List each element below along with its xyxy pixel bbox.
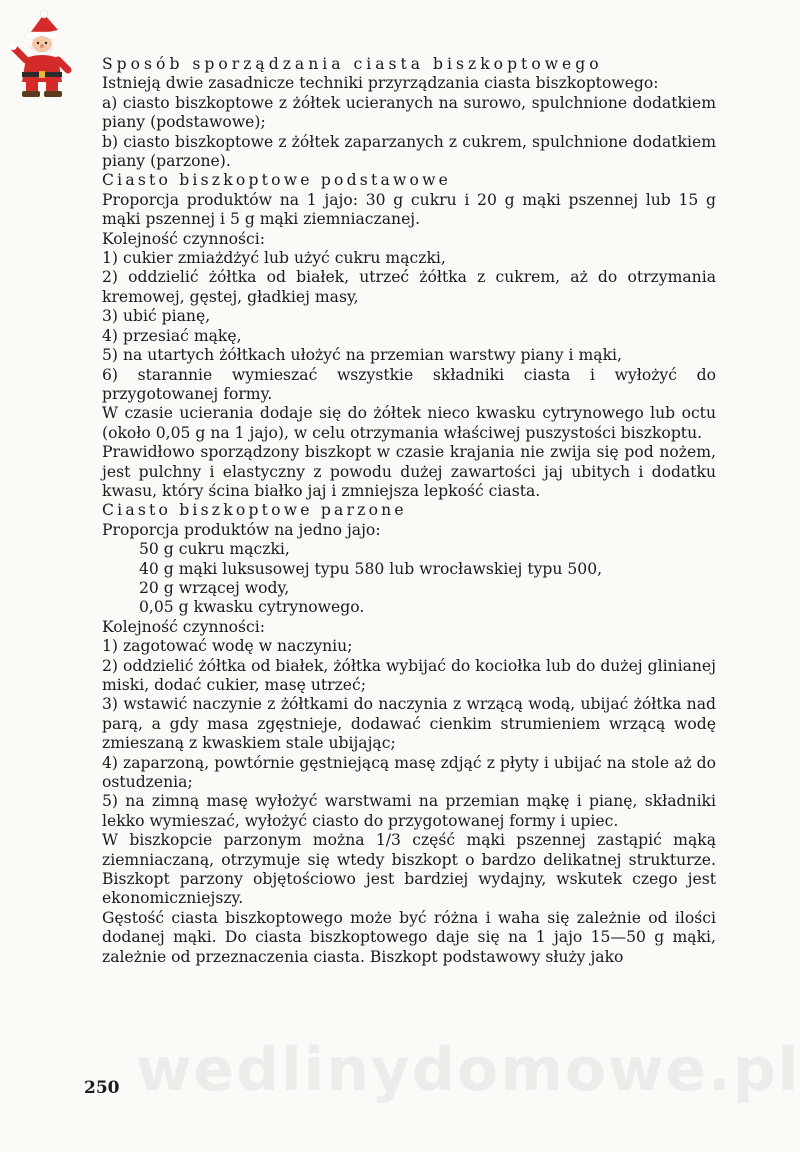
scalded-step: 1) zagotować wodę w naczyniu; [102,637,353,656]
basic-step: 6) starannie wymieszać wszystkie składniki ciasta i wyłożyć do przygotowanej formy. [102,365,716,403]
basic-step: 2) oddzielić żółtka od białek, utrzeć żółtka z cukrem, aż do otrzymania kremowej, gęstej, gładkiej masy, [102,268,716,306]
ingredient-item: 20 g wrzącej wody, [139,578,290,597]
watermark: wedlinydomowe.pl [136,1035,800,1105]
basic-step: 4) przesiać mąkę, [102,326,242,345]
intro-item-b: b) ciasto biszkoptowe z żółtek zaparzanych z cukrem, spulchnione dodatkiem piany (parzone). [102,132,716,171]
ingredient-item: 50 g cukru mączki, [139,540,290,559]
intro-line: Istnieją dwie zasadnicze techniki przyrządzania ciasta biszkoptowego: [102,74,659,93]
scalded-step: 2) oddzielić żółtka od białek, żółtka wybijać do kociołka lub do dużej glinianej miski, dodać cukier, masę utrzeć; [102,656,716,694]
ingredient-item: 0,05 g kwasku cytrynowego. [139,598,365,617]
scalded-step: 5) na zimną masę wyłożyć warstwami na przemian mąkę i pianę, składniki lekko wymieszać, wyłożyć ciasto do przygotowanej formy i upiec. [102,792,716,830]
scalded-step: 3) wstawić naczynie z żółtkami do naczynia z wrzącą wodą, ubijać żółtka nad parą, a gdy masa zgęstnieje, dodawać cienkim strumieniem wrzącą wodę zmieszaną z kwaskiem stale ubijając; [102,695,716,753]
scalded-step: 4) zaparzoną, powtórnie gęstniejącą masę zdjąć z płyty i ubijać na stole aż do ostudzenia; [102,753,716,792]
page-content [102,55,716,967]
scalded-note: Gęstość ciasta biszkoptowego może być różna i waha się zależnie od ilości dodanej mąki. Do ciasta biszkoptowego daje się na 1 jajo 15—50 g mąki, zależnie od przeznaczenia ciasta. Biszkopt podstawowy służy jako [102,908,716,966]
basic-step: 3) ubić pianę, [102,307,211,326]
section-heading-basic: Ciasto biszkoptowe podstawowe [102,171,452,190]
ingredient-item: 40 g mąki luksusowej typu 580 lub wrocławskiej typu 500, [139,559,603,578]
santa-claus-icon [8,8,74,100]
basic-order-label: Kolejność czynności: [102,229,266,248]
section-heading-scalded: Ciasto biszkoptowe parzone [102,501,407,520]
basic-step: 1) cukier zmiażdżyć lub użyć cukru mączki, [102,249,446,268]
main-heading: Sposób sporządzania ciasta biszkoptowego [102,55,603,73]
basic-proportion: Proporcja produktów na 1 jajo: 30 g cukru i 20 g mąki pszennej lub 15 g mąki pszennej i 5 g mąki ziemniaczanej. [102,190,716,229]
page-number: 250 [84,1078,120,1098]
scalded-note: W biszkopcie parzonym można 1/3 część mąki pszennej zastąpić mąką ziemniaczaną, otrzymuje się wtedy biszkopt o bardzo delikatnej strukturze. Biszkopt parzony objętościowo jest bardziej wydajny, wskutek czego jest ekonomiczniejszy. [102,831,716,908]
basic-note: Prawidłowo sporządzony biszkopt w czasie krajania nie zwija się pod nożem, jest pulchny i elastyczny z powodu dużej zawartości jaj ubitych i dodatku kwasu, który ścina białko jaj i zmniejsza lepkość ciasta. [102,443,716,500]
intro-item-a: a) ciasto biszkoptowe z żółtek ucieranych na surowo, spulchnione dodatkiem piany (podstawowe); [102,93,716,132]
basic-step: 5) na utartych żółtkach ułożyć na przemian warstwy piany i mąki, [102,346,622,365]
scalded-order-label: Kolejność czynności: [102,617,266,636]
scalded-proportion-label: Proporcja produktów na jedno jajo: [102,520,381,539]
basic-note: W czasie ucierania dodaje się do żółtek nieco kwasku cytrynowego lub octu (około 0,05 g na 1 jajo), w celu otrzymania właściwej puszystości biszkoptu. [102,404,716,442]
